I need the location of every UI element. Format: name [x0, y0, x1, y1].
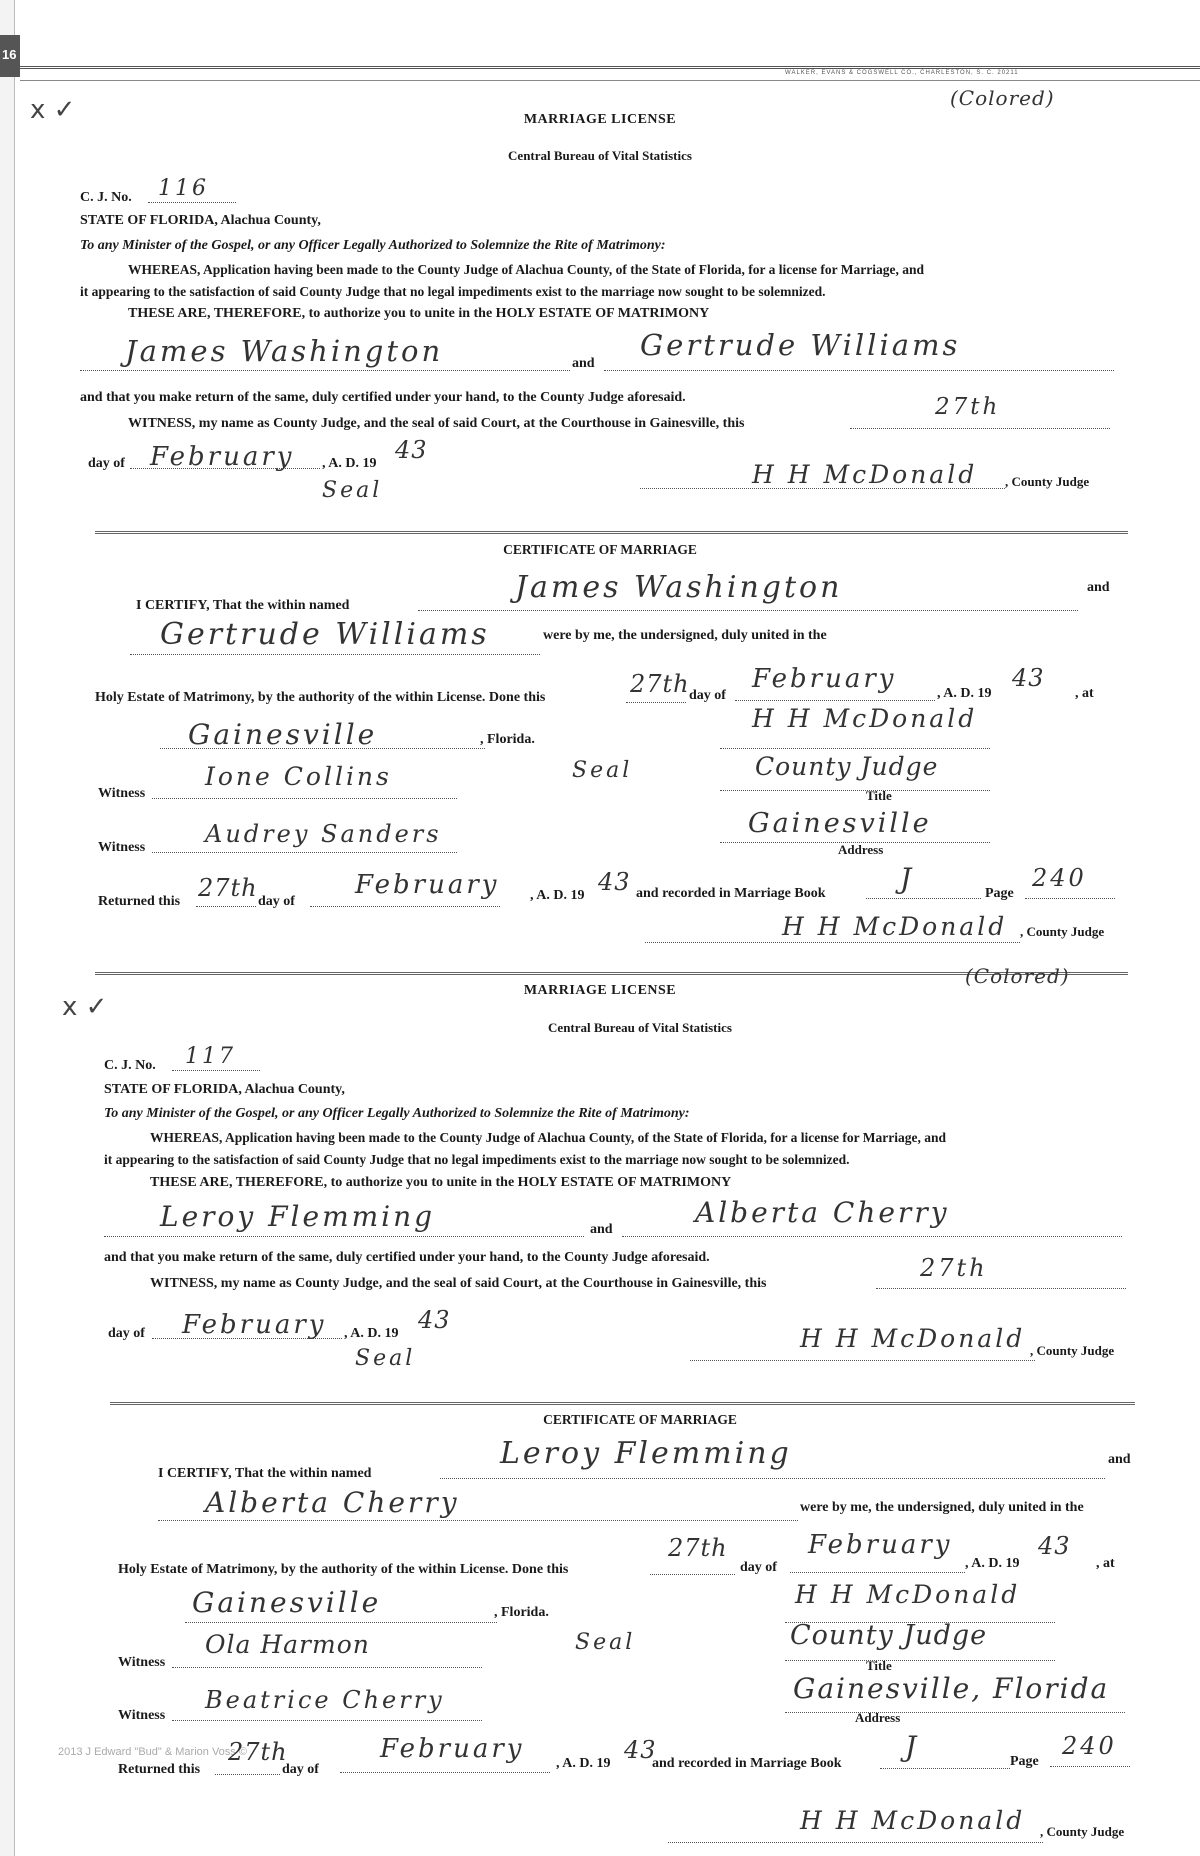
cert-day-of-label: day of [740, 1560, 777, 1575]
certify-label: I CERTIFY, That the within named [136, 598, 350, 613]
officiant-signature: H H McDonald [752, 704, 978, 733]
license-title: MARRIAGE LICENSE [523, 983, 677, 998]
returned-label: Returned this [98, 894, 181, 909]
bride-name: Alberta Cherry [695, 1196, 950, 1229]
license-subtitle: Central Bureau of Vital Statistics [548, 1020, 732, 1035]
cert-and-label: and [1087, 580, 1110, 595]
cj-label: C. J. No. [80, 190, 132, 205]
witness-line: WITNESS, my name as County Judge, and the seal of said Court, at the Courthouse in Gainesville, this [150, 1276, 767, 1291]
copyright-watermark: 2013 J Edward "Bud" & Marion Voss © [58, 1746, 247, 1758]
these-are-line: THESE ARE, THEREFORE, to authorize you to unite in the HOLY ESTATE OF MATRIMONY [150, 1175, 732, 1190]
title-label: Title [866, 1658, 892, 1673]
cj-number: 117 [185, 1044, 236, 1069]
united-text: were by me, the undersigned, duly united in the [800, 1500, 1084, 1515]
cert-at-label: , at [1096, 1556, 1115, 1571]
officiant-signature: H H McDonald [795, 1580, 1021, 1609]
top-border [20, 66, 1200, 69]
marriage-book: J [900, 862, 915, 895]
whereas-line-2: it appearing to the satisfaction of said County Judge that no legal impediments exist to the marriage now sought to be solemnized. [104, 1152, 850, 1167]
printer-imprint: WALKER, EVANS & COGSWELL CO., CHARLESTON, S. C. 20211 [785, 70, 1019, 76]
cert-ad-label: , A. D. 19 [965, 1556, 1020, 1571]
recorded-label: and recorded in Marriage Book [636, 886, 826, 901]
returned-day: 27th [228, 1738, 288, 1766]
cert-day: 27th [630, 670, 690, 698]
cj-label: C. J. No. [104, 1058, 156, 1073]
license-month: February [182, 1310, 327, 1340]
returned-label: Returned this [118, 1762, 201, 1777]
returned-day-of: day of [282, 1762, 319, 1777]
certify-label: I CERTIFY, That the within named [158, 1466, 372, 1481]
cert-day-of-label: day of [689, 688, 726, 703]
cert-day: 27th [668, 1534, 728, 1562]
return-line: and that you make return of the same, duly certified under your hand, to the County Judge aforesaid. [104, 1250, 710, 1265]
judge-signature: H H McDonald [752, 460, 978, 489]
section-divider [110, 1402, 1135, 1405]
page-label: Page [1010, 1754, 1039, 1769]
clerk-signature: H H McDonald [782, 912, 1008, 941]
clerk-title: , County Judge [1020, 924, 1105, 939]
holy-estate-text: Holy Estate of Matrimony, by the authority of the within License. Done this [118, 1562, 569, 1577]
state-line: STATE OF FLORIDA, Alachua County, [104, 1082, 345, 1097]
witness2-name: Audrey Sanders [205, 820, 442, 848]
title-label: Title [866, 788, 892, 803]
day-of-label: day of [88, 456, 125, 471]
cert-month: February [808, 1530, 953, 1560]
day-of-label: day of [108, 1326, 145, 1341]
officiant-address-value: Gainesville [748, 808, 932, 839]
holy-estate-text: Holy Estate of Matrimony, by the authority of the within License. Done this [95, 690, 546, 705]
court-seal-signature: Seal [355, 1346, 416, 1371]
returned-month: February [380, 1734, 525, 1764]
cj-number: 116 [158, 176, 209, 201]
cert-year: 43 [1012, 664, 1045, 692]
race-note: (Colored) [965, 964, 1070, 988]
florida-label: , Florida. [494, 1605, 549, 1620]
returned-day-of: day of [258, 894, 295, 909]
officiant-title-value: County Judge [790, 1620, 988, 1651]
certificate-title: CERTIFICATE OF MARRIAGE [503, 542, 697, 557]
groom-name: James Washington [125, 334, 444, 368]
page-number: 240 [1032, 864, 1087, 892]
cert-month: February [752, 664, 897, 694]
judge-title: , County Judge [1005, 474, 1090, 489]
witness1-name: Ione Collins [205, 762, 392, 791]
witness-day: 27th [920, 1254, 988, 1282]
witness1-label: Witness [118, 1655, 166, 1670]
cert-ad-label: , A. D. 19 [937, 686, 992, 701]
cert-at-label: , at [1075, 686, 1094, 701]
cert-groom-name: James Washington [515, 570, 843, 605]
recorded-label: and recorded in Marriage Book [652, 1756, 842, 1771]
cert-bride-name: Alberta Cherry [205, 1486, 460, 1519]
whereas-line-2: it appearing to the satisfaction of said County Judge that no legal impediments exist to the marriage now sought to be solemnized. [80, 284, 826, 299]
united-text: were by me, the undersigned, duly united in the [543, 628, 827, 643]
returned-year: 43 [624, 1736, 657, 1764]
address-label: Address [855, 1710, 901, 1725]
page-number: 240 [1062, 1732, 1117, 1760]
bride-name: Gertrude Williams [640, 328, 961, 362]
page-label: Page [985, 886, 1014, 901]
returned-year: 43 [598, 868, 631, 896]
clerk-title: , County Judge [1040, 1824, 1125, 1839]
license-year: 43 [395, 436, 428, 464]
cert-place: Gainesville [188, 718, 378, 751]
returned-day: 27th [198, 874, 258, 902]
cert-seal-signature: Seal [572, 758, 633, 783]
these-are-line: THESE ARE, THEREFORE, to authorize you to unite in the HOLY ESTATE OF MATRIMONY [128, 306, 710, 321]
license-subtitle: Central Bureau of Vital Statistics [508, 148, 692, 163]
page-tab-number: 16 [2, 47, 17, 62]
and-label: and [590, 1222, 613, 1237]
clerk-signature: H H McDonald [800, 1806, 1026, 1835]
witness-day: 27th [935, 394, 1001, 420]
cert-place: Gainesville [192, 1586, 382, 1619]
witness2-name: Beatrice Cherry [205, 1686, 445, 1714]
groom-name: Leroy Flemming [160, 1200, 436, 1233]
section-divider [95, 531, 1128, 534]
ad-label: , A. D. 19 [322, 456, 377, 471]
page-binding-edge [0, 0, 15, 1856]
marriage-book: J [905, 1730, 920, 1763]
cert-bride-name: Gertrude Williams [160, 617, 490, 652]
margin-check-mark: x ✓ [62, 992, 108, 1022]
top-border-inner [20, 80, 1200, 81]
witness2-label: Witness [118, 1708, 166, 1723]
returned-month: February [355, 870, 500, 900]
court-seal-signature: Seal [322, 478, 383, 503]
officiant-title-value: County Judge [755, 752, 939, 781]
ad-label: , A. D. 19 [344, 1326, 399, 1341]
florida-label: , Florida. [480, 732, 535, 747]
returned-ad: , A. D. 19 [530, 888, 585, 903]
address-line: To any Minister of the Gospel, or any Officer Legally Authorized to Solemnize the Rite of Matrimony: [80, 238, 666, 253]
witness-line: WITNESS, my name as County Judge, and the seal of said Court, at the Courthouse in Gainesville, this [128, 416, 745, 431]
address-label: Address [838, 842, 884, 857]
cert-groom-name: Leroy Flemming [500, 1436, 792, 1471]
state-line: STATE OF FLORIDA, Alachua County, [80, 213, 321, 228]
race-note: (Colored) [950, 86, 1055, 110]
witness2-label: Witness [98, 840, 146, 855]
license-month: February [150, 442, 295, 472]
margin-check-mark: x ✓ [30, 95, 76, 125]
license-title: MARRIAGE LICENSE [523, 112, 677, 127]
cert-year: 43 [1038, 1532, 1071, 1560]
cert-and-label: and [1108, 1452, 1131, 1467]
address-line: To any Minister of the Gospel, or any Officer Legally Authorized to Solemnize the Rite of Matrimony: [104, 1106, 690, 1121]
returned-ad: , A. D. 19 [556, 1756, 611, 1771]
witness1-name: Ola Harmon [205, 1630, 370, 1659]
whereas-line-1: WHEREAS, Application having been made to the County Judge of Alachua County, of the State of Florida, for a license for Marriage, and [150, 1130, 947, 1145]
judge-title: , County Judge [1030, 1343, 1115, 1358]
witness1-label: Witness [98, 786, 146, 801]
cert-seal-signature: Seal [575, 1630, 636, 1655]
whereas-line-1: WHEREAS, Application having been made to the County Judge of Alachua County, of the State of Florida, for a license for Marriage, and [128, 262, 925, 277]
officiant-address-value: Gainesville, Florida [793, 1672, 1110, 1705]
return-line: and that you make return of the same, duly certified under your hand, to the County Judge aforesaid. [80, 390, 686, 405]
judge-signature: H H McDonald [800, 1324, 1026, 1353]
and-label: and [572, 356, 595, 371]
page-tab [0, 35, 20, 77]
certificate-title: CERTIFICATE OF MARRIAGE [543, 1412, 737, 1427]
license-year: 43 [418, 1306, 451, 1334]
